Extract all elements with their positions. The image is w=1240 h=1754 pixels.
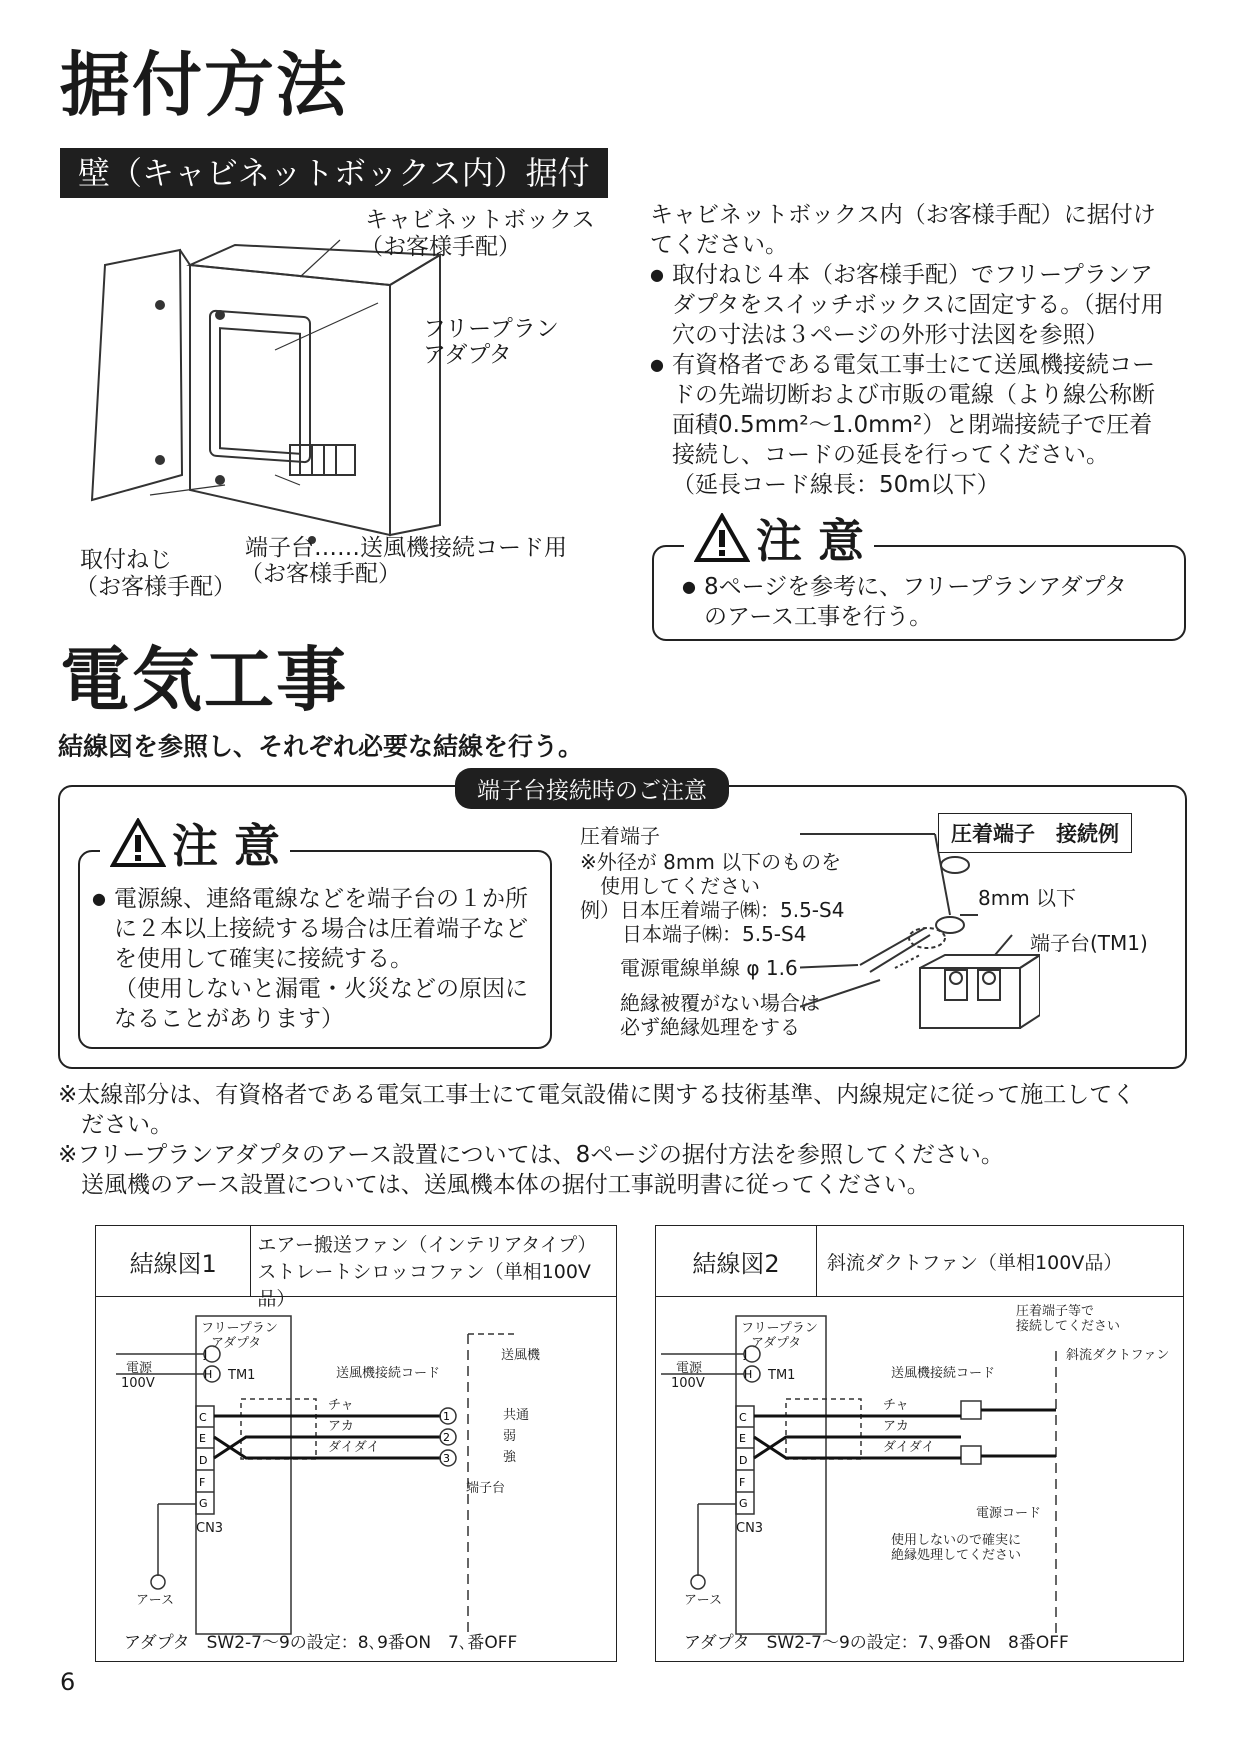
d1-wire-3: ダイダイ (328, 1440, 380, 1455)
label-cabinet-box: キャビネットボックス (365, 207, 595, 233)
caution1-line-2: のアース工事を行う。 (704, 604, 933, 630)
pin-d: D (199, 1454, 208, 1467)
diagram1-fan-1: エアー搬送ファン（インテリアタイプ） (257, 1234, 597, 1256)
d2-insulate-2: 絶縁処理してください (891, 1548, 1022, 1563)
label-terminal-2: （お客様手配） (240, 561, 401, 587)
note-line-3: ※フリープランアダプタのアース設置については、8ページの据付方法を参照してください。 (58, 1142, 1004, 1168)
crimp-label-3: 使用してください (600, 874, 760, 898)
bullet2-line-2: ドの先端切断および市販の電線（より線公称断 (672, 382, 1155, 408)
caution1-line-1: ● 8ページを参考に、フリープランアダプタ (704, 574, 1127, 600)
pin-g: G (199, 1497, 208, 1510)
bullet2-line-3: 面積0.5mm²〜1.0mm²）と閉端接続子で圧着 (672, 412, 1153, 438)
diagram1-fan-2: ストレートシロッコファン（単相100V品） (257, 1261, 591, 1310)
caution-text (682, 572, 1212, 632)
d1-term-3: 強 (503, 1450, 517, 1465)
d1-cord: 送風機接続コード (336, 1366, 441, 1381)
diagram1-fan-type (251, 1226, 616, 1310)
bullet1-line-3: 穴の寸法は３ページの外形寸法図を参照） (672, 322, 1109, 348)
label-terminal-1: 端子台……送風機接続コード用 (245, 535, 567, 561)
d2-cn3: CN3 (736, 1521, 764, 1536)
d2-wire-3: ダイダイ (883, 1440, 935, 1455)
d2-crimp-2: 接続してください (1016, 1319, 1121, 1334)
bullet-cord (650, 350, 1190, 500)
d1-cn3: CN3 (196, 1521, 224, 1536)
d2-insulate-1: 使用しないので確実に (891, 1533, 1022, 1548)
note-line-2: ださい。 (81, 1112, 173, 1138)
d1-adapter-1: フリープラン (201, 1321, 278, 1336)
pin-d-2: D (739, 1454, 748, 1467)
caution-heading-2 (100, 810, 290, 876)
bullet1-line-1: ● 取付ねじ４本（お客様手配）でフリープランア (672, 262, 1153, 288)
label-screw-1: 取付ねじ (80, 547, 172, 573)
caution2-line-2: に２本以上接続する場合は圧着端子など (114, 916, 528, 942)
diagram1-header (96, 1226, 616, 1310)
d2-crimp-1: 圧着端子等で (1016, 1304, 1095, 1319)
d1-power-2: 100V (121, 1376, 155, 1391)
d2-power-1: 電源 (676, 1361, 703, 1376)
pin-f-2: F (739, 1476, 746, 1489)
intro-line-1: キャビネットボックス内（お客様手配）に据付け (650, 202, 1156, 228)
d2-setting: アダプタ SW2-7〜9の設定：7､9番ON 8番OFF (684, 1633, 1069, 1653)
electrical-lead: 結線図を参照し、それぞれ必要な結線を行う。 (58, 732, 584, 761)
intro-line-2: てください。 (650, 232, 788, 258)
caution-heading-text: 注 意 (756, 514, 865, 568)
d2-tm1: TM1 (768, 1368, 796, 1383)
caution2-text (92, 884, 562, 1034)
crimp-example-title: 圧着端子 接続例 (938, 813, 1132, 853)
d1-power-1: 電源 (126, 1361, 153, 1376)
terminal-notice-tab: 端子台接続時のご注意 (455, 768, 729, 809)
section-title-installation: 据付方法 (60, 44, 348, 126)
warning-icon (110, 818, 166, 868)
d1-wire-1: チャ (328, 1398, 354, 1413)
crimp-label-7: 絶縁被覆がない場合は (620, 991, 820, 1015)
pin-c: C (199, 1411, 207, 1424)
section-subtitle-wall: 壁（キャビネットボックス内）据付 (60, 148, 608, 198)
d1-setting: アダプタ SW2-7〜9の設定：8､9番ON 7､番OFF (124, 1633, 518, 1653)
pin-g-2: G (739, 1497, 748, 1510)
label-adapter-1: フリープラン (423, 316, 559, 342)
label-screw-2: （お客様手配） (75, 574, 236, 600)
terminal-j: J (204, 1348, 208, 1361)
d2-adapter-1: フリープラン (741, 1321, 818, 1336)
d1-earth: アース (136, 1593, 174, 1608)
construction-notes (58, 1080, 1198, 1200)
terminal-j-2: J (744, 1348, 748, 1361)
label-adapter-2: アダプタ (423, 342, 512, 368)
diagram1-label: 結線図1 (96, 1226, 251, 1296)
caution-heading (684, 505, 874, 571)
d1-blower: 送風機 (501, 1348, 541, 1363)
crimp-label-2: ※外径が 8mm 以下のものを (580, 850, 842, 874)
diagram2-fan-type: 斜流ダクトファン（単相100V品） (827, 1251, 1123, 1274)
d2-wire-2: アカ (883, 1419, 909, 1434)
caution-heading-2-text: 注 意 (172, 819, 281, 873)
note-line-4: 送風機のアース設置については、送風機本体の据付工事説明書に従ってください。 (81, 1172, 930, 1198)
d1-terminal-block: 端子台 (466, 1481, 506, 1496)
caution2-line-4: （使用しないと漏電・火災などの原因に (114, 976, 528, 1002)
diagram2-header (656, 1226, 1183, 1297)
crimp-label-4: 例）日本圧着端子㈱：5.5-S4 (580, 898, 845, 922)
section-title-electrical: 電気工事 (60, 639, 348, 721)
page-number: 6 (60, 1668, 76, 1696)
d1-tm1: TM1 (228, 1368, 256, 1383)
terminal-h: H (204, 1368, 213, 1381)
d1-adapter-2: アダプタ (211, 1336, 262, 1351)
crimp-label-10: 端子台(TM1) (1030, 931, 1148, 955)
d2-cord: 送風機接続コード (891, 1366, 996, 1381)
crimp-label-5: 日本端子㈱：5.5-S4 (622, 922, 807, 946)
crimp-terminal-illustration (800, 820, 1040, 1050)
d1-term-2: 弱 (503, 1429, 517, 1444)
pin-e-2: E (739, 1432, 746, 1445)
d2-earth: アース (684, 1593, 722, 1608)
caution2-line-5: なることがあります） (114, 1006, 344, 1032)
term-num-3: 3 (443, 1452, 450, 1465)
d2-wire-1: チャ (883, 1398, 909, 1413)
caution-box-earth (652, 514, 1186, 641)
crimp-terminal-svg (800, 820, 1040, 1050)
pin-e: E (199, 1432, 206, 1445)
term-num-1: 1 (443, 1410, 450, 1423)
caution2-line-3: を使用して確実に接続する。 (114, 946, 413, 972)
d2-fan-inner: 斜流ダクトファン (1066, 1348, 1170, 1363)
bullet2-line-5: （延長コード線長：50m以下） (672, 472, 1000, 498)
pin-f: F (199, 1476, 206, 1489)
bullet2-line-1: ● 有資格者である電気工事士にて送風機接続コー (672, 352, 1155, 378)
d2-power-2: 100V (671, 1376, 705, 1391)
crimp-label-8: 必ず絶縁処理をする (620, 1015, 800, 1039)
crimp-label-1: 圧着端子 (580, 824, 660, 848)
bullet2-line-4: 接続し、コードの延長を行ってください。 (672, 442, 1109, 468)
label-cabinet-note: （お客様手配） (360, 234, 521, 260)
pin-c-2: C (739, 1411, 747, 1424)
crimp-label-6: 電源電線単線 φ 1.6 (620, 956, 798, 980)
wiring-diagram-2 (655, 1225, 1184, 1662)
note-line-1: ※太線部分は、有資格者である電気工事士にて電気設備に関する技術基準、内線規定に従って施工してく (58, 1082, 1136, 1108)
d1-term-1: 共通 (503, 1408, 530, 1423)
installation-instructions (650, 200, 1190, 500)
caution2-line-1: ● 電源線、連絡電線などを端子台の１か所 (114, 886, 528, 912)
d2-power-cord: 電源コード (976, 1506, 1042, 1521)
warning-icon (694, 513, 750, 563)
d1-wire-2: アカ (328, 1419, 354, 1434)
diagram2-label: 結線図2 (656, 1226, 817, 1296)
bullet-screws (650, 260, 1190, 350)
crimp-label-9: 8mm 以下 (978, 886, 1077, 910)
d2-adapter-2: アダプタ (751, 1336, 802, 1351)
term-num-2: 2 (443, 1431, 450, 1444)
bullet1-line-2: ダプタをスイッチボックスに固定する。（据付用 (672, 292, 1164, 318)
caution-box-terminal (78, 819, 552, 1049)
wiring-diagram-1 (95, 1225, 617, 1662)
terminal-h-2: H (744, 1368, 753, 1381)
